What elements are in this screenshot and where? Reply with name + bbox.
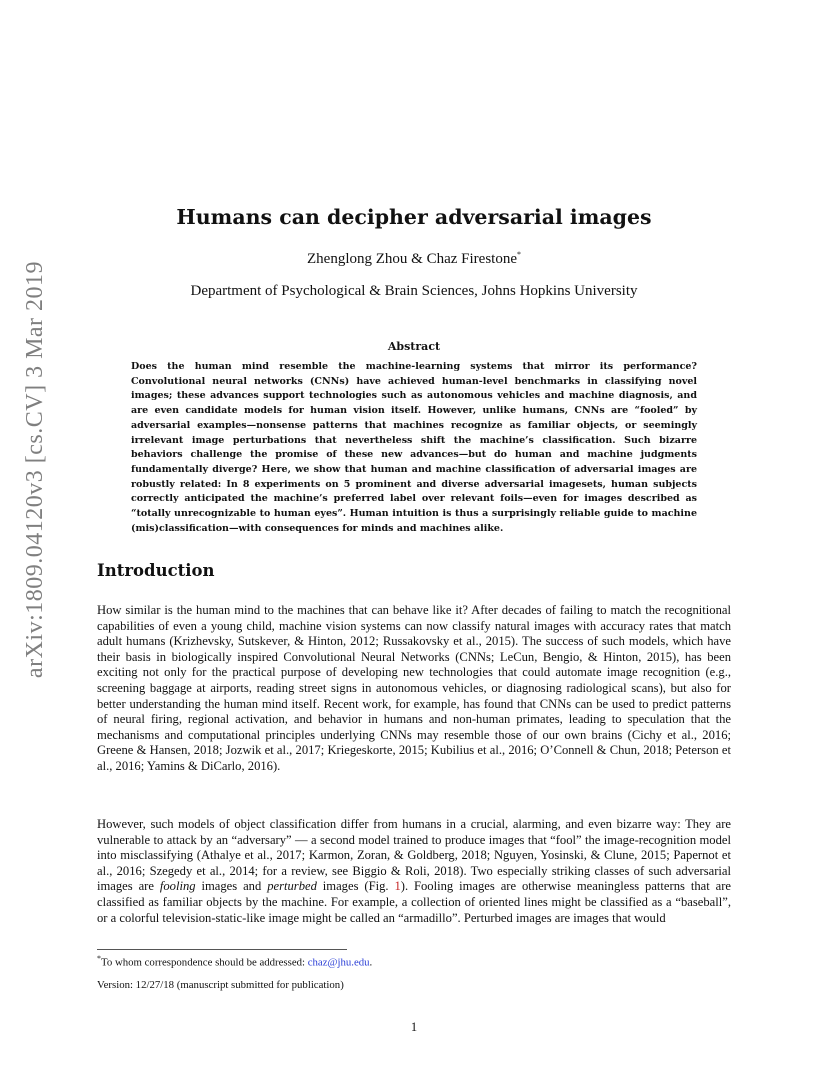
paragraph-2-text: However, such models of object classification differ from humans in a crucial, alarming, and even bizarre way: They are vulnerable to attack by an “adversary” — a second model trained to produce images that “fool” the image-recognition model into misclassifying (Athalye et al., 2017; Karmon, Zoran, & Goldberg, 2018; Nguyen, Yosinski, & Clune, 2015; Papernot et al., 2016; Szegedy et al., 2014; for a review, see Biggio & Roli, 2018). Two especially striking classes of such adversarial images are — [97, 817, 731, 894]
paragraph-2-text: ). Fooling images are otherwise meaningless patterns that are classified as familiar objects by the machine. For example, a collection of oriented lines might be classified as a “baseball”, or a colorful television-static-like image might be called an “armadillo”. Perturbed images are images that would — [97, 879, 732, 925]
footnote-end: . — [369, 956, 373, 969]
footnote — [97, 954, 372, 969]
paragraph-1: How similar is the human mind to the machines that can behave like it? After decades of failing to match the recognitional capabilities of even a young child, machine vision systems can now classify natural images with accuracy rates that match adult humans (Krizhevsky, Sutskever, & Hinton, 2012; Russakovsky et al., 2015). The success of such models, which have their basis in biologically inspired Convolutional Neural Networks (CNNs; LeCun, Bengio, & Hinton, 2015), has been exciting not only for the practical purpose of developing new technologies that could automate image recognition (e.g., screening baggage at airports, reading street signs in autonomous vehicles, or diagnosing radiological scans), but also for better understanding the human mind itself. Recent work, for example, has found that CNNs can be used to predict patterns of neural firing, regional activation, and behavior in humans and non-human primates, leading to speculation that the mechanisms and computational principles underlying CNNs may resemble those of our own brains (Cichy et al., 2016; Greene & Hansen, 2018; Jozwik et al., 2017; Kriegeskorte, 2015; Kubilius et al., 2016; O’Connell & Chun, 2018; Peterson et al., 2016; Yamins & DiCarlo, 2016). — [97, 603, 731, 773]
emphasis-fooling: fooling — [159, 879, 196, 894]
abstract-heading: Abstract — [387, 340, 441, 353]
section-heading: Introduction — [97, 561, 215, 580]
page-number: 1 — [410, 1020, 418, 1034]
paragraph-2-text: images and — [195, 879, 268, 894]
author-names: Zhenglong Zhou & Chaz Firestone — [307, 251, 517, 267]
paragraph-2 — [97, 817, 731, 926]
author-footnote-mark: * — [516, 250, 521, 259]
paragraph-2-text: images (Fig. — [316, 879, 395, 894]
authors — [0, 250, 828, 268]
affiliation: Department of Psychological & Brain Sciences, Johns Hopkins University — [190, 283, 638, 299]
abstract-body: Does the human mind resemble the machine-learning systems that mirror its performance? Convolutional neural networks (CNNs) have achieved human-level benchmarks in classifying novel images; these advances support technologies such as autonomous vehicles and machine diagnosis, and are even candidate models for human vision itself. However, unlike humans, CNNs are “fooled” by adversarial examples—nonsense patterns that machines recognize as familiar objects, or seemingly irrelevant image perturbations that nevertheless shift the machine’s classification. Such bizarre behaviors challenge the promise of these new advances—but do human and machine judgments fundamentally diverge? Here, we show that human and machine classification of adversarial images are robustly related: In 8 experiments on 5 prominent and diverse adversarial imagesets, human subjects correctly anticipated the machine’s preferred label over relevant foils—even for images described as “totally unrecognizable to human eyes”. Human intuition is thus a surprisingly reliable guide to machine (mis)classification—with consequences for minds and machines alike. — [131, 361, 697, 534]
email-link[interactable]: chaz@jhu.edu — [307, 956, 370, 969]
footnote-mark: * — [97, 954, 101, 963]
footnote-rule — [97, 949, 347, 950]
figure-reference-link[interactable]: 1 — [394, 879, 401, 894]
arxiv-stamp-text: arXiv:1809.04120v3 [cs.CV] 3 Mar 2019 — [22, 260, 49, 678]
footnote-text: To whom correspondence should be addressed: — [101, 956, 308, 969]
paper-title: Humans can decipher adversarial images — [176, 205, 652, 229]
emphasis-perturbed: perturbed — [267, 879, 317, 894]
version-note: Version: 12/27/18 (manuscript submitted for publication) — [97, 979, 344, 991]
